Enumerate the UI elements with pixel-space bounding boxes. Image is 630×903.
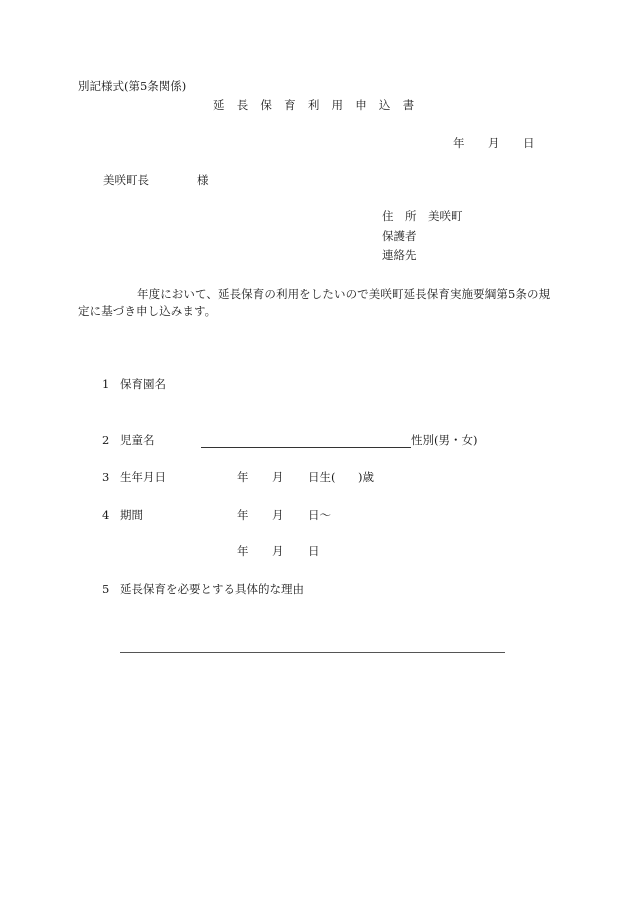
form-reference: 別記様式(第5条関係) xyxy=(78,79,187,93)
age-label: )歳 xyxy=(358,470,374,484)
title-char: 育 xyxy=(284,98,308,112)
period-start-year-label: 年 xyxy=(237,508,249,522)
address-label: 住 所 xyxy=(382,209,417,223)
birth-year-label: 年 xyxy=(237,470,249,484)
item-5-number: 5 xyxy=(102,582,110,596)
item-4-number: 4 xyxy=(102,508,110,522)
item-5-label: 延長保育を必要とする具体的な理由 xyxy=(120,582,304,596)
contact-label: 連絡先 xyxy=(382,248,417,262)
addressee-name: 美咲町長 xyxy=(103,173,149,187)
item-2-gender: 性別(男・女) xyxy=(411,433,478,447)
reason-field-line[interactable] xyxy=(120,652,505,653)
body-text-line-2: 定に基づき申し込みます。 xyxy=(78,304,217,318)
date-day-label: 日 xyxy=(523,136,535,150)
address-value: 美咲町 xyxy=(428,209,463,223)
period-start-month-label: 月 xyxy=(272,508,284,522)
page-title xyxy=(213,100,414,112)
item-2-number: 2 xyxy=(102,433,110,447)
birth-month-label: 月 xyxy=(272,470,284,484)
guardian-label: 保護者 xyxy=(382,229,417,243)
title-char: 延 xyxy=(213,98,237,112)
title-char: 利 xyxy=(307,98,332,112)
child-name-field-line[interactable] xyxy=(201,447,411,448)
period-end-day-label: 日 xyxy=(308,544,320,558)
body-text-line-1: 年度において、延長保育の利用をしたいので美咲町延長保育実施要綱第5条の規 xyxy=(137,287,551,301)
period-end-year-label: 年 xyxy=(237,544,249,558)
item-4-label: 期間 xyxy=(120,508,143,522)
item-3-number: 3 xyxy=(102,470,110,484)
item-1-label: 保育園名 xyxy=(120,377,166,391)
item-3-label: 生年月日 xyxy=(120,470,166,484)
title-char: 長 xyxy=(236,98,261,112)
title-char: 保 xyxy=(260,98,285,112)
period-start-day-label: 日～ xyxy=(308,508,331,522)
title-char: 書 xyxy=(402,98,415,112)
item-2-label: 児童名 xyxy=(120,433,155,447)
title-char: 申 xyxy=(355,98,379,112)
period-end-month-label: 月 xyxy=(272,544,284,558)
title-char: 込 xyxy=(378,98,403,112)
birth-day-label: 日生( xyxy=(308,470,336,484)
item-1-number: 1 xyxy=(102,377,110,391)
date-year-label: 年 xyxy=(453,136,465,150)
title-char: 用 xyxy=(331,98,356,112)
date-month-label: 月 xyxy=(488,136,500,150)
addressee-honorific: 様 xyxy=(197,173,209,187)
